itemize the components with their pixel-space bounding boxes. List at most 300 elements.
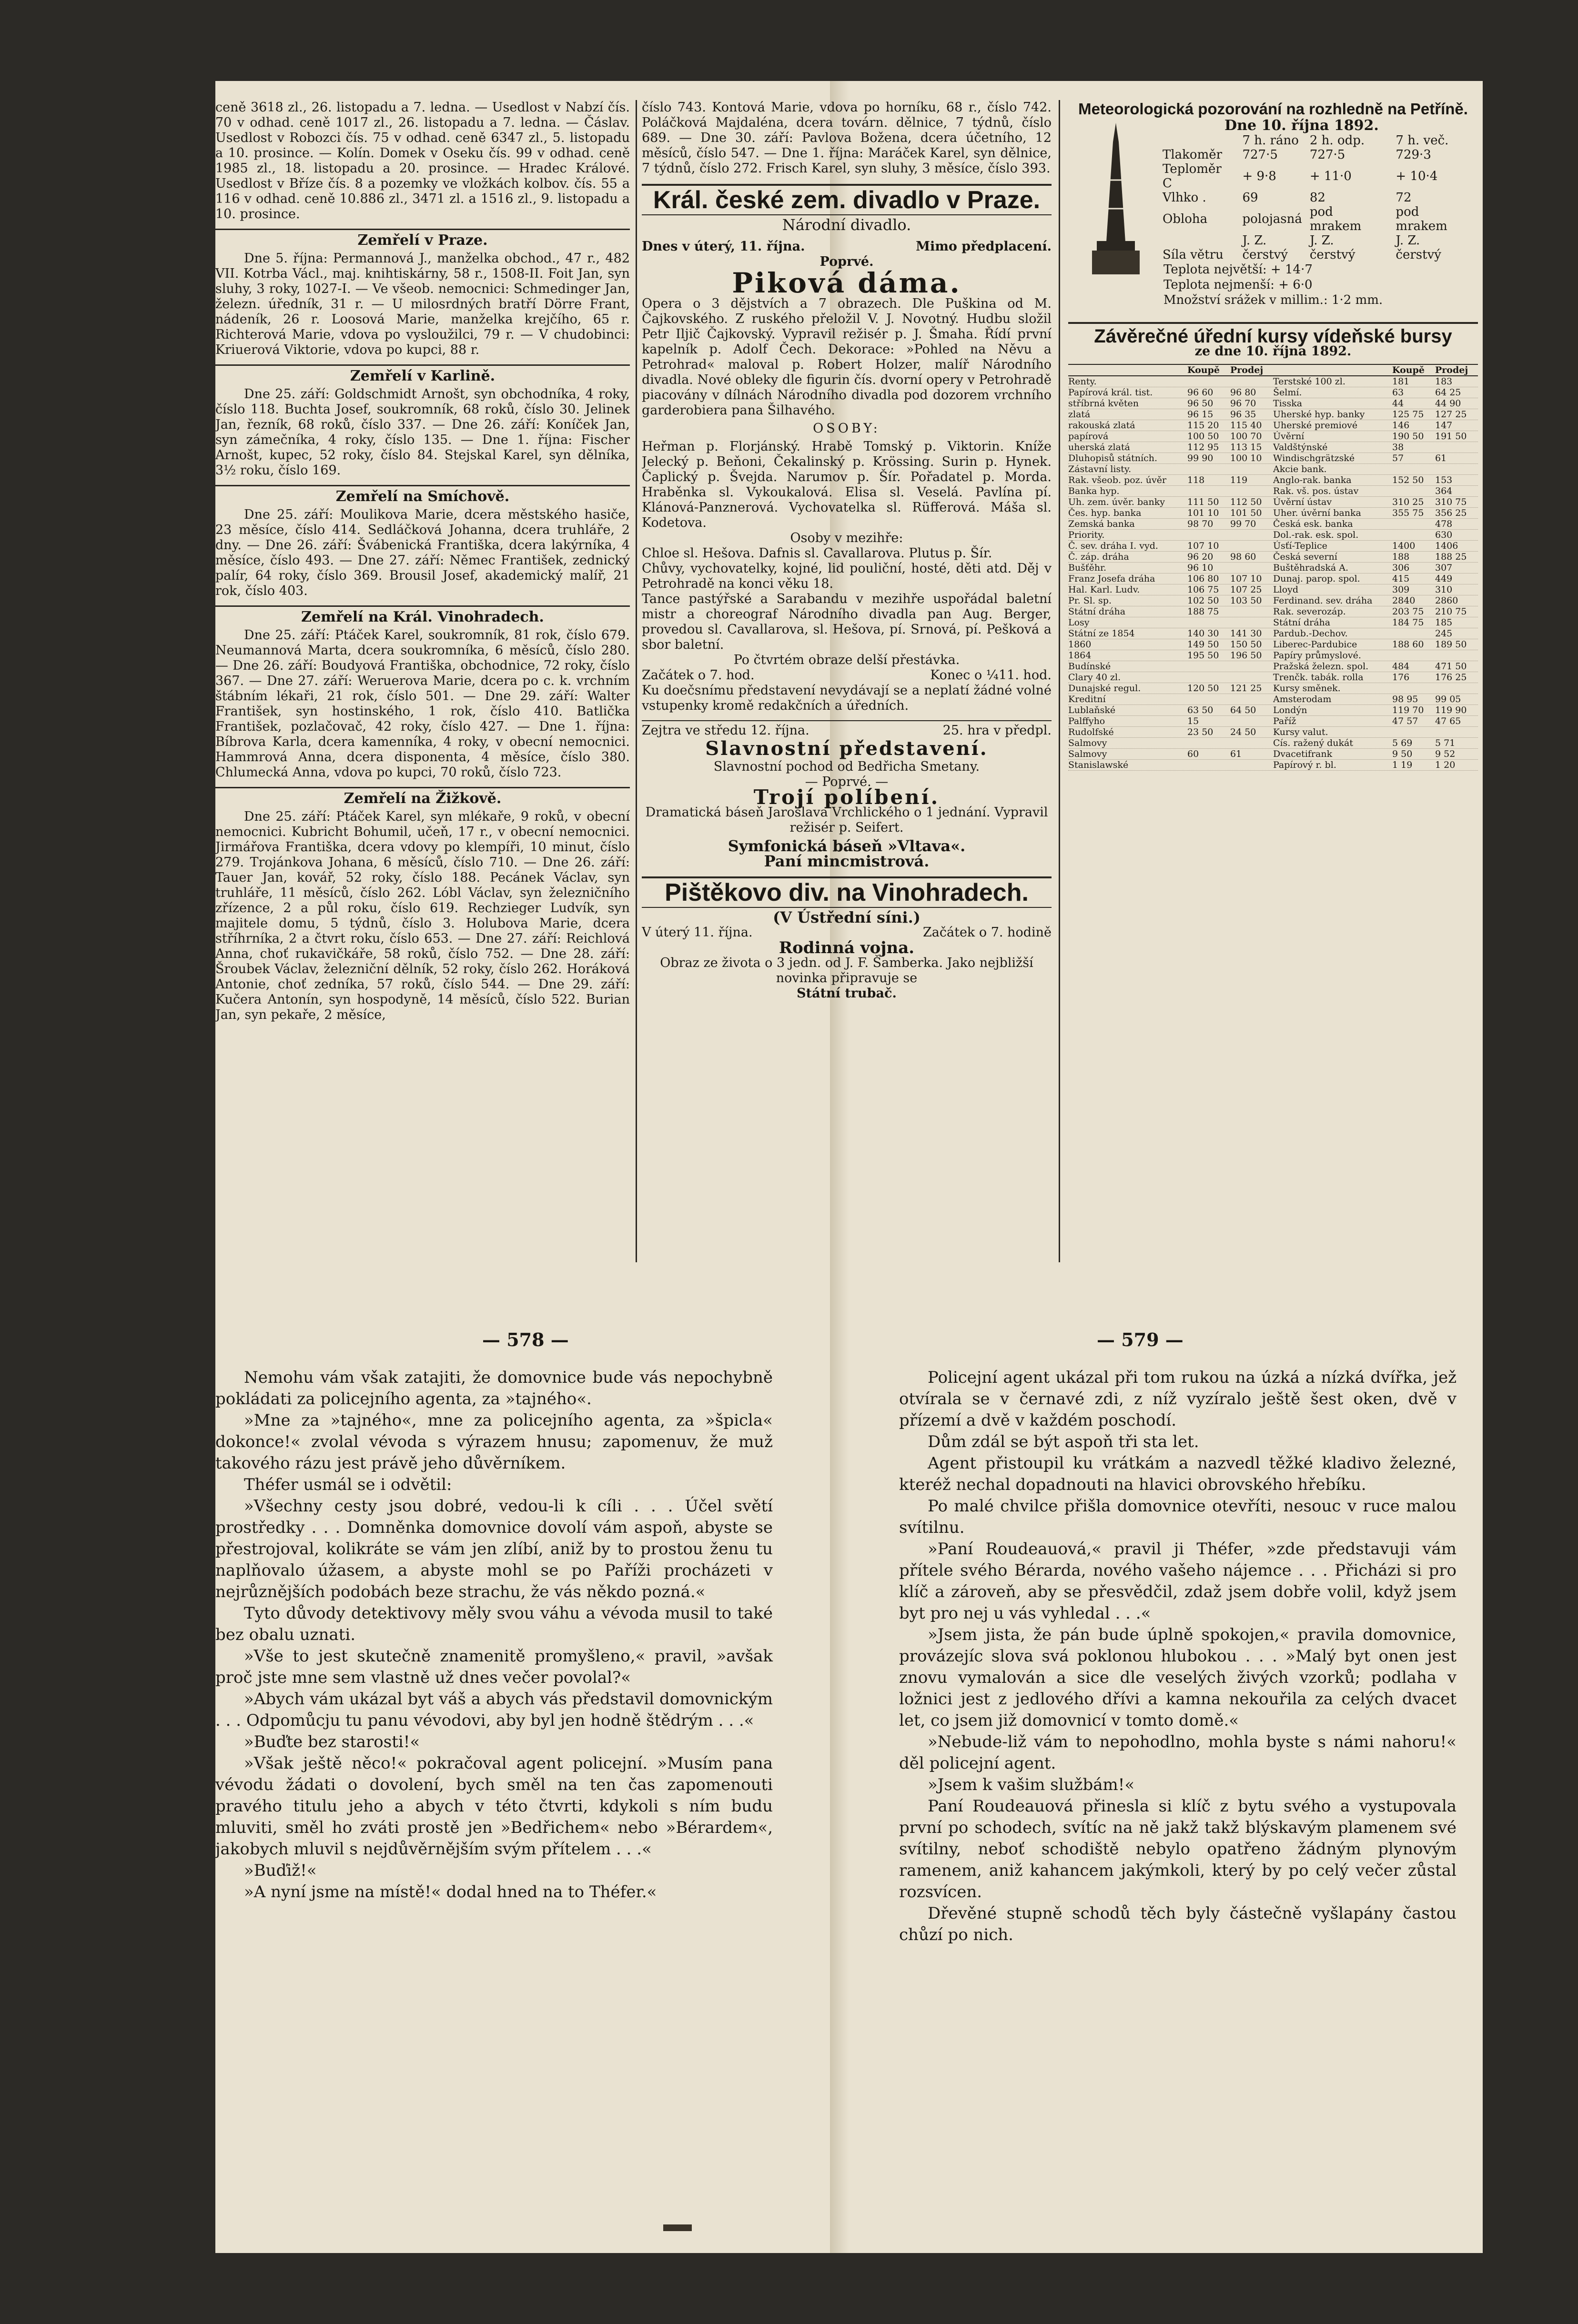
column-rule	[636, 100, 637, 1262]
exchange-cell: 44	[1392, 398, 1404, 409]
exchange-cell: 146	[1392, 420, 1410, 431]
meteo-row	[1159, 148, 1478, 162]
exchange-cell: 44 90	[1435, 398, 1461, 409]
exchange-cell: Hal. Karl. Ludv.	[1068, 584, 1140, 595]
exchange-row	[1068, 486, 1478, 497]
exchange-cell	[1230, 541, 1273, 551]
exchange-row	[1068, 760, 1478, 771]
exchange-cell: 63	[1392, 387, 1404, 398]
exchange-cell	[1392, 650, 1435, 661]
exchange-cell: 188 25	[1435, 552, 1467, 562]
pistek-next: Státní trubač.	[797, 986, 897, 1001]
exchange-cell: Uherské premiové	[1273, 420, 1358, 431]
exchange-cell: 9 52	[1435, 749, 1456, 759]
meteo-cell: Oblohа	[1163, 212, 1208, 226]
exchange-cell: Rak. severozáp.	[1273, 606, 1346, 617]
exchange-cell: Uher. úvěrní banka	[1273, 508, 1361, 518]
ticket-note: Ku doečsnímu představení nevydávají se a neplatí žádné volné vstupenky kromě redakčních a úředních.	[642, 683, 1052, 713]
story-paragraph: Dřevěné stupně schodů těch byly částečně vyšlapány častou chůzí po nich.	[899, 1904, 1457, 1944]
exchange-cell: 471 50	[1435, 661, 1467, 672]
exchange-cell: 188 75	[1187, 606, 1219, 617]
exchange-cell: Kursy valut.	[1273, 727, 1328, 737]
exchange-cell: 96 15	[1187, 409, 1214, 420]
exchange-cell: 189 50	[1435, 639, 1467, 650]
exchange-cell: 5 69	[1392, 738, 1413, 748]
exchange-cell: Pražská železn. spol.	[1273, 661, 1369, 672]
meteo-cell: Síla větru	[1163, 248, 1224, 262]
exchange-cell: rakouská zlatá	[1068, 420, 1135, 431]
pistek-title: Pištěkovo div. na Vinohradech.	[642, 876, 1052, 908]
exchange-cell: 98 70	[1187, 519, 1214, 529]
exchange-cell: 15	[1187, 716, 1199, 726]
exchange-row	[1068, 563, 1478, 573]
exchange-cell: Uherské hyp. banky	[1273, 409, 1365, 420]
exchange-cell: 107 10	[1230, 573, 1262, 584]
exchange-cell: 96 70	[1230, 398, 1256, 409]
exchange-cell	[1392, 464, 1435, 474]
exchange-cell: 176 25	[1435, 672, 1467, 683]
exchange-cell: 96 35	[1230, 409, 1256, 420]
story-paragraph: Po malé chvilce přišla domovnice otevříti, nesouc v ruce malou svítilnu.	[899, 1497, 1457, 1537]
exchange-row	[1068, 584, 1478, 595]
exchange-row	[1068, 420, 1478, 431]
exchange-row	[1068, 442, 1478, 453]
vltava-title: Symfonická báseň »Vltava«.	[728, 837, 966, 855]
exchange-cell	[1187, 760, 1230, 770]
meteo-cell	[1159, 233, 1238, 248]
exchange-cell: Kursy směnek.	[1273, 683, 1341, 694]
exchange-cell	[1230, 376, 1273, 387]
exchange-cell: Amsterodam	[1273, 694, 1332, 704]
exchange-row	[1068, 628, 1478, 639]
exchange-cell: 64 25	[1435, 387, 1461, 398]
exchange-cell: 152 50	[1392, 475, 1424, 485]
story-paragraph: Policejní agent ukázal při tom rukou na úzká a nízká dvířka, jež otvírala se v černavé zdi, z níž vyzíralo ještě šest oken, dvě v přízemí a dvě v každém poschodí.	[899, 1368, 1457, 1430]
exchange-cell	[1187, 464, 1230, 474]
exchange-cell	[1230, 617, 1273, 628]
story-paragraph: Nemohu vám však zatajiti, že domovnice bude vás nepochybně pokládati za policejního agenta, za »tajného«.	[215, 1368, 773, 1408]
meteo-rain: Množství srážek v millim.: 1·2 mm.	[1163, 293, 1383, 307]
exchange-cell: Rak. vš. pos. ústav	[1273, 486, 1359, 496]
column-deaths	[215, 100, 630, 1023]
exchange-cell: Dluhopisů státních.	[1068, 453, 1158, 463]
page-number-right: — 579 —	[1097, 1329, 1184, 1350]
exchange-cell: 2840	[1392, 595, 1416, 606]
exchange-cell: Č. záp. dráha	[1068, 552, 1129, 562]
exchange-cell: Salmovy	[1068, 749, 1107, 759]
exchange-cell: Cís. ražený dukát	[1273, 738, 1353, 748]
interlude-cast: Chloe sl. Hešova. Dafnis sl. Cavallarova. Plutus p. Šír.	[642, 546, 992, 561]
exchange-cell: 125 75	[1392, 409, 1424, 420]
section-text-smichov: Dne 25. září: Moulikova Marie, dcera městského hasiče, 23 měsíce, číslo 414. Sedláčková Johanna, dcera truhláře, 2 dny. — Dne 26. září: Švábenická Františka, dcera lakýrníka, 4 měsíce, číslo 493. — Dne 27. září: Němec František, zednický palír, 64 roky, číslo 369. Brousil Josef, akademický malíř, 21 rok, číslo 403.	[215, 507, 630, 598]
section-title-karlin: Zemřelí v Karlině.	[215, 364, 630, 384]
column-theatre	[642, 100, 1052, 1001]
exchange-cell: Úvěrní	[1273, 431, 1305, 442]
exchange-cell	[1230, 530, 1273, 540]
meteo-table	[1159, 133, 1478, 262]
exchange-cell: Papíry průmyslové.	[1273, 650, 1361, 661]
column-header: Koupě	[1392, 365, 1425, 375]
exchange-cell	[1230, 760, 1273, 770]
exchange-row	[1068, 398, 1478, 409]
exchange-row	[1068, 387, 1478, 398]
exchange-row	[1068, 376, 1478, 387]
exchange-cell: 112 95	[1187, 442, 1219, 453]
column-header: Koupě	[1187, 365, 1220, 375]
exchange-cell: Dvacetifrank	[1273, 749, 1333, 759]
exchange-cell: 1400	[1392, 541, 1416, 551]
exchange-cell: 96 10	[1187, 563, 1214, 573]
exchange-row	[1068, 530, 1478, 541]
exchange-cell: 47 57	[1392, 716, 1418, 726]
exchange-cell: Akcie bank.	[1273, 464, 1327, 474]
exchange-cell: Buštěhradská A.	[1273, 563, 1349, 573]
exchange-cell: Salmovy	[1068, 738, 1107, 748]
exchange-row	[1068, 508, 1478, 519]
exchange-cell: 106 75	[1187, 584, 1219, 595]
pistek-description: Obraz ze života o 3 jedn. od J. F. Šamberka. Jako nejbližší novinka připravuje se	[660, 956, 1033, 986]
meteo-cell: čerstvý	[1242, 248, 1288, 262]
exchange-cell	[1230, 716, 1273, 726]
exchange-cell: Zástavní listy.	[1068, 464, 1132, 474]
section-title-praha: Zemřelí v Praze.	[215, 229, 630, 248]
exchange-cell: Losy	[1068, 617, 1090, 628]
trojí-title: Trojí políbení.	[753, 785, 940, 809]
exchange-cell: 191 50	[1435, 431, 1467, 442]
section-text-vinohrady: Dne 25. září: Ptáček Karel, soukromník, 81 rok, číslo 679. Neumannová Marta, dcera soukromníka, 6 měsíců, číslo 280. — Dne 26. září: Boudyová Františka, obchodnice, 72 roky, číslo 367. — Dne 27. září: Weruerova Marie, dcera po c. k. vrchním štábním lékaři, 21 rok, číslo 501. — Dne 29. září: Walter František, syn hostinského, 1 rok, číslo 410. Batlička František, pozlačovač, 42 roky, číslo 427. — Dne 1. října: Bíbrova Karla, dcera kamenníka, 4 roky, v obecní nemocnici. Hammrová Anna, dcera disponenta, 4 měsíce, číslo 380. Chlumecká Anna, vdova po kupci, 70 roků, číslo 723.	[215, 628, 630, 780]
exchange-cell: Státní ze 1854	[1068, 628, 1135, 639]
exchange-cell: 309	[1392, 584, 1410, 595]
exchange-row	[1068, 738, 1478, 749]
exchange-cell: 106 80	[1187, 573, 1219, 584]
column-header: Prodej	[1435, 365, 1468, 375]
exchange-cell: 107 25	[1230, 584, 1262, 595]
meteo-head: 7 h. več.	[1396, 133, 1449, 148]
exchange-cell: 355 75	[1392, 508, 1424, 518]
exchange-cell: Dunajské regul.	[1068, 683, 1141, 694]
exchange-cell	[1435, 442, 1478, 453]
exchange-cell: 47 65	[1435, 716, 1461, 726]
exchange-cell: 100 50	[1187, 431, 1219, 442]
exchange-cell: 484	[1392, 661, 1410, 672]
column-meteo-bursa	[1068, 100, 1478, 771]
meteo-title: Meteorologická pozorování na rozhledně na Petříně.	[1078, 100, 1468, 118]
exchange-row	[1068, 453, 1478, 464]
exchange-row	[1068, 606, 1478, 617]
page-number-left: — 578 —	[482, 1329, 569, 1350]
exchange-row	[1068, 661, 1478, 672]
performance-date: Dnes v úterý, 11. října.	[642, 239, 805, 254]
exchange-cell: 100 70	[1230, 431, 1262, 442]
exchange-cell: 121 25	[1230, 683, 1262, 694]
story-paragraph: »Nebude-liž vám to nepohodlno, mohla byste s námi nahoru!« děl policejní agent.	[899, 1732, 1457, 1773]
exchange-cell: 118	[1187, 475, 1205, 485]
exchange-row	[1068, 552, 1478, 563]
exchange-cell: Dunaj. parop. spol.	[1273, 573, 1360, 584]
story-paragraph: Dům zdál se být aspoň tři sta let.	[928, 1432, 1199, 1451]
exchange-cell: Lloyd	[1273, 584, 1299, 595]
exchange-cell: 449	[1435, 573, 1453, 584]
theatre-title: Král. české zem. divadlo v Praze.	[642, 184, 1052, 215]
exchange-cell: Palffyho	[1068, 716, 1105, 726]
exchange-cell: 149 50	[1187, 639, 1219, 650]
exchange-row	[1068, 672, 1478, 683]
exchange-cell: Státní dráha	[1068, 606, 1126, 617]
story-paragraph: »Abych vám ukázal byt váš a abych vás představil domovnickým . . . Odpomůcju tu panu vévodovi, aby byl jen hodně štědrým . . .«	[215, 1690, 773, 1730]
exchange-cell	[1230, 563, 1273, 573]
pistek-subtitle: (V Ústřední síni.)	[773, 908, 920, 926]
exchange-cell: Šelmí.	[1273, 387, 1302, 398]
exchange-cell: 107 10	[1187, 541, 1219, 551]
exchange-cell: 415	[1392, 573, 1410, 584]
exchange-cell: 96 60	[1187, 387, 1214, 398]
meteo-cell: + 10·4	[1396, 169, 1438, 183]
exchange-cell: 61	[1230, 749, 1242, 759]
exchange-row	[1068, 650, 1478, 661]
exchange-cell	[1392, 628, 1435, 639]
exchange-row	[1068, 683, 1478, 694]
exchange-cell: 112 50	[1230, 497, 1262, 507]
exchange-cell: 102 50	[1187, 595, 1219, 606]
exchange-cell: Trenčk. tabák. rolla	[1273, 672, 1364, 683]
exchange-row	[1068, 409, 1478, 420]
exchange-cell: 127 25	[1435, 409, 1467, 420]
upper-section	[215, 81, 1483, 1281]
exchange-cell	[1187, 694, 1230, 704]
exchange-cell: Renty.	[1068, 376, 1097, 387]
exchange-cell	[1187, 672, 1230, 683]
exchange-cell	[1435, 464, 1478, 474]
exchange-cell: 176	[1392, 672, 1410, 683]
extras: Chůvy, vychovatelky, kojné, lid pouliční, hosté, děti atd. Děj v Petrohradě na konci věku 18.	[642, 561, 1052, 591]
exchange-cell: Ferdinand. sev. dráha	[1273, 595, 1373, 606]
exchange-cell: 196 50	[1230, 650, 1262, 661]
intermission-note: Po čtvrtém obraze delší přestávka.	[733, 653, 960, 667]
interlude-heading: Osoby v mezihře:	[790, 531, 903, 545]
exchange-cell: Clary 40 zl.	[1068, 672, 1121, 683]
exchange-cell: 184 75	[1392, 617, 1424, 628]
exchange-cell: Bušťěhr.	[1068, 563, 1107, 573]
exchange-cell	[1187, 661, 1230, 672]
exchange-row	[1068, 705, 1478, 716]
exchange-cell: 306	[1392, 563, 1410, 573]
exchange-cell: Čes. hyp. banka	[1068, 508, 1142, 518]
exchange-cell	[1230, 464, 1273, 474]
exchange-cell: 1860	[1068, 639, 1092, 650]
exchange-cell: Banka hyp.	[1068, 486, 1120, 496]
exchange-cell: Lublaňské	[1068, 705, 1116, 715]
exchange-cell: 38	[1392, 442, 1404, 453]
pistek-play: Rodinná vojna.	[779, 938, 915, 957]
pistek-date: V úterý 11. října.	[642, 925, 753, 940]
exchange-row	[1068, 639, 1478, 650]
story-paragraph: Paní Roudeauová přinesla si klíč z bytu svého a vystupovala první po schodech, svítíc na ně jakž takž blýskavým plamenem své svítilny, neboť schodiště nebylo opatřeno žádným plynovým ramenem, aniž kahancem jakýmkoli, který by po celý večer zůstal rozsvícen.	[899, 1797, 1457, 1901]
auction-notices: ceně 3618 zl., 26. listopadu a 7. ledna. — Usedlost v Nabzí čís. 70 v odhad. ceně 1017 zl., 26. listopadu a 7. ledna. — Čáslav. Usedlost v Robozci čís. 75 v odhad. ceně 6347 zl., 5. listopadu a 10. prosince. — Kolín. Domek v Oseku čís. 99 v odhad. ceně 1985 zl., 18. listopadu a 20. prosince. — Hradec Králové. Usedlost v Bříze čís. 8 a pozemky ve vložkách kolbov. čís. 55 a 116 v odhad. ceně 10.886 zl., 3471 zl. a 1516 zl., 9. listopadu a 10. prosince.	[215, 100, 630, 221]
meteo-row	[1159, 191, 1478, 205]
exchange-cell	[1435, 650, 1478, 661]
exchange-cell: Paříž	[1273, 716, 1296, 726]
exchange-cell	[1230, 672, 1273, 683]
exchange-cell: 141 30	[1230, 628, 1262, 639]
tower-icon	[1087, 123, 1144, 280]
exchange-row	[1068, 716, 1478, 727]
meteo-row	[1159, 248, 1478, 262]
exchange-cell: 101 50	[1230, 508, 1262, 518]
exchange-cell: 101 10	[1187, 508, 1219, 518]
exchange-cell: Londýn	[1273, 705, 1307, 715]
exchange-cell: Pardub.-Dechov.	[1273, 628, 1348, 639]
exchange-cell: 120 50	[1187, 683, 1219, 694]
exchange-cell: 115 40	[1230, 420, 1262, 431]
exchange-cell	[1230, 486, 1273, 496]
exchange-cell: 113 15	[1230, 442, 1262, 453]
exchange-cell	[1230, 606, 1273, 617]
exchange-cell: 630	[1435, 530, 1453, 540]
exchange-cell: 60	[1187, 749, 1199, 759]
exchange-cell: 195 50	[1187, 650, 1219, 661]
exchange-cell: Terstské 100 zl.	[1273, 376, 1345, 387]
exchange-cell: 310 25	[1392, 497, 1424, 507]
meteo-cell: J. Z.	[1396, 233, 1420, 248]
exchange-cell: papírová	[1068, 431, 1109, 442]
exchange-cell: Tisska	[1273, 398, 1303, 409]
exchange-cell: Česká severní	[1273, 552, 1337, 562]
exchange-cell: 100 10	[1230, 453, 1262, 463]
section-title-smichov: Zemřelí na Smíchově.	[215, 485, 630, 504]
exchange-cell: 23 50	[1187, 727, 1214, 737]
meteo-max: Teplota největší: + 14·7	[1163, 262, 1313, 277]
exchange-cell	[1392, 683, 1435, 694]
next-subscription: 25. hra v předpl.	[942, 723, 1052, 738]
opera-description: Opera o 3 dějstvích a 7 obrazech. Dle Puškina od M. Čajkovského. Z ruského přeložil V. J. Novotný. Hudbu složil Petr Iljič Čajkovský. Vypravil režisér p. J. Šmaha. Řídí první kapelník p. Adolf Čech. Dekorace: »Pohled na Něvu a Petrohrad« maloval p. Robert Holzer, malíř Národního divadla. Nové obleky dle figurin čís. dvorní opery v Petrohradě piacovány v dílnách Národního divadla pod dozorem vrchního garderobiera pana Šilhavého.	[642, 296, 1052, 418]
exchange-cell: Papírová král. tist.	[1068, 387, 1153, 398]
story-left	[215, 1367, 773, 1903]
meteo-cell: pod mrakem	[1309, 205, 1362, 233]
exchange-cell	[1230, 661, 1273, 672]
end-time: Konec o ¼11. hod.	[930, 668, 1052, 683]
exchange-cell: Pr. Sl. sp.	[1068, 595, 1112, 606]
trojí-subtitle: Dramatická báseň Jaroslava Vrchlického o 1 jednání. Vypravil režisér p. Seifert.	[645, 805, 1048, 835]
exchange-cell: Kreditní	[1068, 694, 1106, 704]
meteo-head: 2 h. odp.	[1309, 133, 1365, 148]
story-paragraph: Agent přistoupil ku vrátkám a nazvedl těžké kladivo železné, kteréž nechal dopadnouti na hlavici obrovského hřebíku.	[899, 1454, 1457, 1494]
play-title: Piková dáma.	[732, 267, 961, 299]
meteo-cell: 727·5	[1242, 148, 1278, 162]
meteo-cell: J. Z.	[1309, 233, 1334, 248]
exchange-cell: 183	[1435, 376, 1453, 387]
exchange-cell: Valdštýnské	[1273, 442, 1328, 453]
exchange-cell: 57	[1392, 453, 1404, 463]
meteo-cell: čerstvý	[1309, 248, 1355, 262]
meteo-cell: Vlhko .	[1163, 191, 1206, 205]
exchange-cell	[1187, 486, 1230, 496]
exchange-cell: 98 60	[1230, 552, 1256, 562]
story-paragraph: »Však ještě něco!« pokračoval agent policejní. »Musím pana vévodu žádati o dovolení, bych směl na ten čas zapomenouti pravého titulu jeho a abych v této čtvrti, kdykoli s ním budu mluviti, směl ho zváti prostě jen »Bedřichem« nebo »Bérardem«, jakobych mluvil s nejdůvěrnějším svým přítelem . . .«	[215, 1754, 773, 1859]
cast-heading: OSOBY:	[813, 421, 880, 436]
story-paragraph: »Vše to jest skutečně znamenitě promyšleno,« pravil, »avšak proč jste mne sem vlastně už dnes večer povolal?«	[215, 1647, 773, 1687]
exchange-cell: Zemská banka	[1068, 519, 1135, 529]
meteo-cell: Tlakoměr	[1163, 148, 1223, 162]
pistek-start: Začátek o 7. hodině	[923, 925, 1052, 940]
exchange-cell: 245	[1435, 628, 1453, 639]
exchange-cell: 5 71	[1435, 738, 1456, 748]
exchange-row	[1068, 694, 1478, 705]
story-paragraph: »Všechny cesty jsou dobré, vedou-li k cíli . . . Účel světí prostředky . . . Domněnka domovnice dovolí vám aspoň, abyste se přestrojoval, kolikráte se vám jen zlíbí, aniž by to prostou ženu tu naplňovalo úžasem, a abyste mohl se po Paříži procházeti v nejrůznějších podobách beze strachu, že vás někdo pozná.«	[215, 1497, 773, 1601]
story-paragraph: »Jsem k vašim službám!«	[928, 1775, 1135, 1794]
exchange-cell	[1392, 519, 1435, 529]
exchange-cell: 99 90	[1187, 453, 1214, 463]
gala-subtitle: Slavnostní pochod od Bedřicha Smetany.	[713, 759, 980, 774]
exchange-cell: 153	[1435, 475, 1453, 485]
meteo-cell: + 11·0	[1309, 169, 1352, 183]
exchange-cell: 1406	[1435, 541, 1458, 551]
exchange-cell: 1864	[1068, 650, 1092, 661]
exchange-cell: 99 70	[1230, 519, 1256, 529]
meteo-cell: 727·5	[1309, 148, 1345, 162]
section-title-zizkov: Zemřelí na Žižkově.	[215, 787, 630, 806]
exchange-cell: Rak. všeob. poz. úvěr	[1068, 475, 1167, 485]
story-paragraph: »Buďiž!«	[244, 1861, 317, 1880]
story-right	[899, 1367, 1457, 1946]
exchange-cell	[1392, 530, 1435, 540]
exchange-cell: 203 75	[1392, 606, 1424, 617]
meteo-cell: 729·3	[1396, 148, 1431, 162]
start-time: Začátek o 7. hod.	[642, 668, 755, 683]
exchange-row	[1068, 749, 1478, 760]
meteo-row	[1159, 233, 1478, 248]
opera-mincmistrova: Paní mincmistrová.	[764, 852, 930, 870]
exchange-cell	[1435, 727, 1478, 737]
meteo-row	[1159, 205, 1478, 233]
exchange-cell: 96 20	[1187, 552, 1214, 562]
exchange-cell: 185	[1435, 617, 1453, 628]
meteo-cell: pod mrakem	[1396, 205, 1447, 233]
next-date: Zejtra ve středu 12. října.	[642, 723, 809, 738]
exchange-row	[1068, 573, 1478, 584]
exchange-cell: 98 95	[1392, 694, 1418, 704]
meteo-cell: 69	[1242, 191, 1258, 205]
cast-list: Heřman p. Florjánský. Hrabě Tomský p. Viktorin. Kníže Jelecký p. Beňoni, Čekalinský p. Krössing. Surin p. Hynek. Čaplický p. Švejda. Narumov p. Šír. Pořadatel p. Morda. Hraběnka sl. Vykoukalová. Elisa sl. Veselá. Pavlína pí. Klánová-Panznerová. Vychovatelka sl. Rüfferová. Máša sl. Kodetova.	[642, 439, 1052, 530]
exchange-row	[1068, 595, 1478, 606]
section-title-vinohrady: Zemřelí na Král. Vinohradech.	[215, 605, 630, 625]
story-paragraph: »Mne za »tajného«, mne za policejního agenta, za »špicla« dokonce!« zvolal vévoda s výrazem hnusu; zapomenuv, že muž takového rázu jest právě jeho důvěrníkem.	[215, 1411, 773, 1473]
exchange-cell: 356 25	[1435, 508, 1467, 518]
exchange-cell: Rudolfské	[1068, 727, 1114, 737]
exchange-cell	[1230, 738, 1273, 748]
deaths-continued: číslo 743. Kontová Marie, vdova po horníku, 68 r., číslo 742. Poláčková Majdaléna, dcera továrn. dělnice, 7 týdnů, číslo 689. — Dne 30. září: Pavlova Božena, dcera účetního, 12 měsíců, číslo 547. — Dne 1. října: Maráček Karel, syn dělnice, 7 týdnů, číslo 272. Frisch Karel, syn sluhy, 3 měsíce, číslo 393.	[642, 100, 1052, 176]
newspaper-spread	[215, 81, 1483, 2253]
exchange-cell: 9 50	[1392, 749, 1413, 759]
exchange-cell: 210 75	[1435, 606, 1467, 617]
section-text-praha: Dne 5. října: Permannová J., manželka obchod., 47 r., 482 VII. Kotrba Václ., maj. knihtiskárny, 58 r., 1508-II. Foit Jan, syn sluhy, 3 roky, 1027-I. — Ve všeob. nemocnici: Schmedinger Jan, železn. úředník, 31 r. — U milosrdných bratří Dörre Frant, nádeník, 26 r. Loosová Marie, manželka krejčího, 65 r. Richterová Marie, vdova po vysloužilci, 79 r. — V chudobinci: Kriuerová Viktorie, vdova po kupci, 88 r.	[215, 251, 630, 357]
premiere-label-2: — Poprvé. —	[805, 775, 889, 789]
exchange-cell: Státní dráha	[1273, 617, 1331, 628]
exchange-cell: 61	[1435, 453, 1447, 463]
meteo-cell: 82	[1309, 191, 1325, 205]
section-text-karlin: Dne 25. září: Goldschmidt Arnošt, syn obchodníka, 4 roky, číslo 118. Buchta Josef, soukromník, 68 roků, číslo 30. Jelinek Jan, řezník, 68 roků, číslo 337. — Dne 26. září: Koníček Jan, syn zámečníka, 4 roky, číslo 135. — Dne 1. října: Fischer Arnošt, kupec, 52 roky, číslo 84. Stejskal Karel, syn dělníka, 3½ roku, číslo 169.	[215, 387, 630, 478]
meteo-row	[1159, 162, 1478, 191]
exchange-cell: 1 20	[1435, 760, 1456, 770]
exchange-cell: 364	[1435, 486, 1453, 496]
exchange-cell: Úvěrní ústav	[1273, 497, 1332, 507]
exchange-cell	[1187, 738, 1230, 748]
exchange-cell: 188	[1392, 552, 1410, 562]
section-text-zizkov: Dne 25. září: Ptáček Karel, syn mlékaře, 9 roků, v obecní nemocnici. Kubricht Bohumil, učeň, 17 r., v obecní nemocnici. Jirmářova Františka, dcera vdovy po klempíři, 10 minut, číslo 279. Trojánkova Johana, 6 měsíců, číslo 710. — Dne 26. září: Tauer Jan, kovář, 52 roky, číslo 188. Pecánek Václav, syn truhláře, 11 měsíců, číslo 262. Lóbl Václav, syn železničního zřízence, 2 a půl roku, číslo 619. Rechzieger Ludvík, syn majitele domu, 5 týdnů, číslo 3. Holubova Marie, dcera stříhrníka, 2 a čtvrt roku, číslo 653. — Dne 27. září: Reichlová Anna, choť rukavičkáře, 58 roků, číslo 752. — Dne 28. září: Šroubek Václav, železniční dělník, 52 roky, číslo 262. Horáková Antonie, choť zedníka, 57 roků, číslo 544. — Dne 29. září: Kučera Antonín, syn hospodyně, 14 měsíců, číslo 522. Burian Jan, syn pekaře, 2 měsíce,	[215, 809, 630, 1022]
story-paragraph: »Buďte bez starosti!«	[244, 1732, 420, 1751]
printer-mark	[663, 2224, 692, 2231]
exchange-cell: 147	[1435, 420, 1453, 431]
exchange-row	[1068, 519, 1478, 530]
